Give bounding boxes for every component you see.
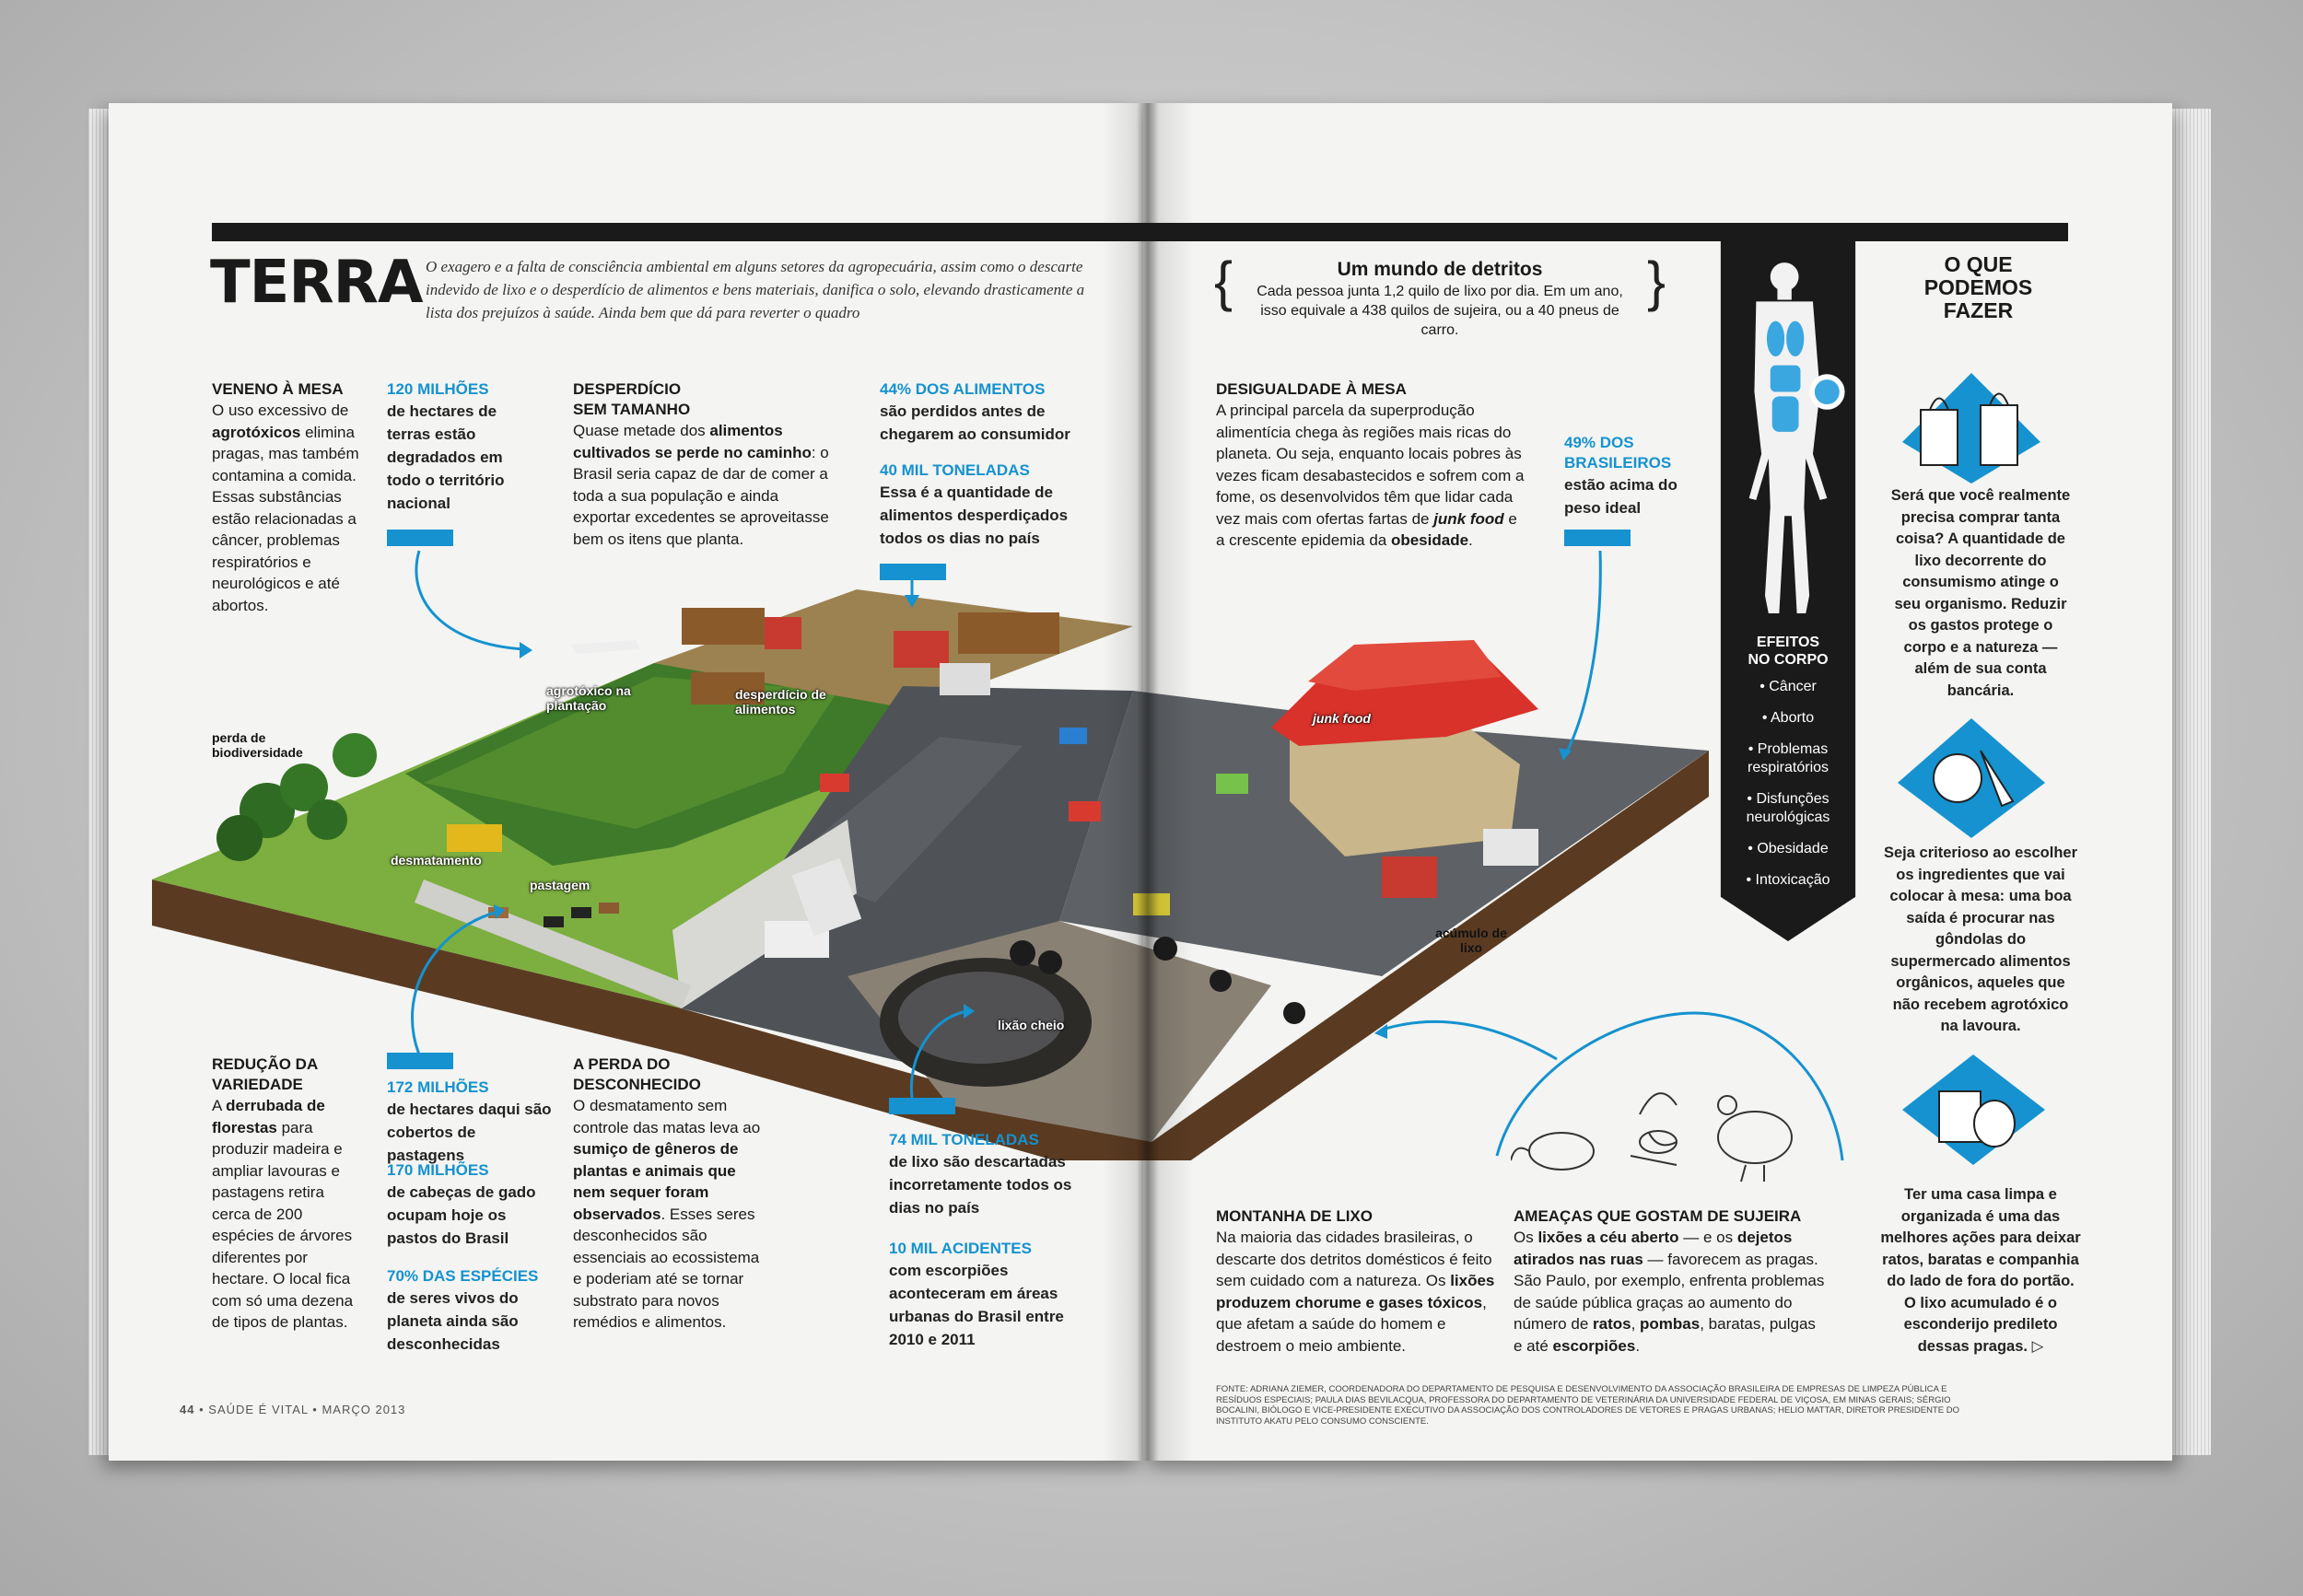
stat-172-label: 172 MILHÕES [387, 1078, 489, 1096]
source-credits: FONTE: ADRIANA ZIEMER, COORDENADORA DO DEPARTAMENTO DE PESQUISA E DESENVOLVIMENTO DA ASSOCIAÇÃO BRASILEIRA DE EMPRESAS DE LIMPEZA PÚBLICA E RESÍDUOS ESPECIAIS; PAULA DIAS BEVILACQUA, PROFESSORA DO DEPARTAMENTO DE VETERINÁRIA DA UNIVERSIDADE FEDERAL DE VIÇOSA, EM MINAS GERAIS; SÉRGIO BOCALINI, BIÓLOGO E VICE-PRESIDENTE EXECUTIVO DA ASSOCIAÇÃO DOS CONTROLADORES DE VETORES E PRAGAS URBANAS; HELIO MATTAR, DIRETOR PRESIDENTE DO INSTITUTO AKATU PELO CONSUMO CONSCIENTE. [1216, 1384, 1959, 1427]
perda-title-2: DESCONHECIDO [573, 1076, 701, 1093]
stat-49-label-1: 49% DOS [1564, 434, 1634, 451]
desigualdade-text: A principal parcela da superprodução alimentícia chega às regiões mais ricas do planeta. Ou seja, enquanto locais pobres às vezes ficam desabastecidos e sofrem com a fome, os desenvolvidos têm que lidar cada vez mais com ofertas fartas de junk food e a crescente epidemia da obesidade. [1216, 402, 1525, 549]
section-montanha [1216, 1206, 1497, 1357]
efeitos-list [1721, 634, 1855, 903]
spine-shadow [1102, 103, 1194, 1461]
stat-10-label: 10 MIL ACIDENTES [889, 1240, 1032, 1257]
stat-49-label-2: BRASILEIROS [1564, 454, 1672, 472]
label-desmatamento: desmatamento [391, 853, 482, 868]
stat-74-text: de lixo são descartadas incorretamente todos os dias no país [889, 1153, 1072, 1217]
label-desperdicio: desperdício de alimentos [735, 687, 826, 716]
mundo-text: Cada pessoa junta 1,2 quilo de lixo por dia. Em um ano, isso equivale a 438 quilos de sujeira, ou a 40 pneus de carro. [1257, 284, 1623, 338]
veneno-title: VENENO À MESA [212, 380, 344, 398]
perda-text: O desmatamento sem controle das matas leva ao sumiço de gêneros de plantas e animais que nem sequer foram observados. Esses seres desconhecidos são essenciais ao ecossistema e poderiam até se tornar substrato para novos remédios e alimentos. [573, 1097, 761, 1331]
blue-tag-49 [1564, 530, 1631, 546]
page-title: TERRA [210, 249, 423, 317]
rat-icon [1529, 1133, 1594, 1170]
reducao-text: A derrubada de florestas para produzir madeira e ampliar lavouras e pastagens retira cerca de 200 espécies de árvores diferentes por hectare. O local fica com só uma dezena de tipos de plantas. [212, 1097, 354, 1331]
stat-70-text: de seres vivos do planeta ainda são desconhecidas [387, 1289, 519, 1353]
efeito-item: • Intoxicação [1746, 872, 1830, 888]
efeito-item: • Obesidade [1748, 841, 1829, 856]
desigualdade-title: DESIGUALDADE À MESA [1216, 380, 1407, 398]
stat-40-label: 40 MIL TONELADAS [880, 461, 1030, 479]
brace-right: } [1646, 250, 1666, 312]
blue-tag-120 [387, 530, 453, 546]
montanha-title: MONTANHA DE LIXO [1216, 1207, 1373, 1225]
stat-10-text: com escorpiões aconteceram em áreas urbanas do Brasil entre 2010 e 2011 [889, 1262, 1064, 1348]
stat-172-text: de hectares daqui são cobertos de pastagens [387, 1101, 552, 1164]
section-veneno [212, 379, 359, 616]
efeito-item: • Problemas respiratórios [1747, 741, 1830, 775]
section-ameacas [1514, 1206, 1827, 1357]
desperdicio-text: Quase metade dos alimentos cultivados se perde no caminho: o Brasil seria capaz de dar de comer a toda a sua população e ainda exportar excedentes se aproveitasse bem os itens que planta. [573, 422, 829, 548]
blue-tag-44 [880, 564, 946, 580]
efeito-item: • Aborto [1761, 710, 1815, 726]
stat-70-label: 70% DAS ESPÉCIES [387, 1267, 539, 1285]
label-agrotoxico: agrotóxico na plantação [546, 683, 631, 713]
top-rule [212, 223, 2068, 241]
section-reducao [212, 1054, 364, 1334]
stat-40-text: Essa é a quantidade de alimentos desperdiçados todos os dias no país [880, 483, 1069, 547]
efeito-item: • Câncer [1759, 679, 1817, 694]
stat-44-text: são perdidos antes de chegarem ao consumidor [880, 402, 1070, 443]
tip-casa-limpa: Ter uma casa limpa e organizada é uma das melhores ações para deixar ratos, baratas e companhia do lado de fora do portão. O lixo acumulado é o esconderijo predileto dessas pragas. ▷ [1880, 1186, 2081, 1355]
stat-170-text: de cabeças de gado ocupam hoje os pastos do Brasil [387, 1183, 536, 1247]
brace-left: { [1214, 250, 1233, 312]
pigeon-icon [1718, 1112, 1792, 1163]
scorpion-icon [1631, 1093, 1677, 1165]
ameacas-title: AMEAÇAS QUE GOSTAM DE SUJEIRA [1514, 1207, 1802, 1225]
label-junk-food: junk food [1313, 711, 1371, 726]
vegetables-icon [1893, 714, 2050, 838]
veneno-text: O uso excessivo de agrotóxicos elimina pragas, mas também contamina a comida. Essas substâncias estão relacionadas a câncer, problemas respiratórios e neurológicos e até abortos. [212, 402, 359, 614]
stat-10 [889, 1239, 1092, 1351]
oque-title: O QUE PODEMOS FAZER [1923, 252, 2033, 322]
label-acumulo: acúmulo de lixo [1435, 926, 1507, 955]
tip-consumo: Será que você realmente precisa comprar tanta coisa? A quantidade de lixo decorrente do consumismo atinge o seu organismo. Reduzir os gastos protege o corpo e a natureza — além de sua conta bancária. [1890, 487, 2071, 699]
stat-49 [1564, 433, 1693, 519]
efeitos-items [1721, 678, 1855, 890]
section-perda [573, 1054, 766, 1334]
magazine-name: SAÚDE É VITAL [208, 1403, 309, 1416]
blue-tag-74 [889, 1098, 955, 1114]
label-perda-biodiversidade: perda de biodiversidade [212, 730, 303, 760]
stat-120-label: 120 MILHÕES [387, 380, 489, 398]
section-desigualdade [1216, 379, 1529, 552]
stat-44 [880, 379, 1092, 446]
stat-40 [880, 460, 1073, 550]
stat-74 [889, 1130, 1092, 1219]
section-o-que-fazer [1870, 253, 2077, 322]
section-desperdicio [573, 379, 840, 550]
label-pastagem: pastagem [530, 878, 590, 892]
stat-172 [387, 1078, 553, 1167]
page-number: 44 [180, 1403, 195, 1416]
desperdicio-title-1: DESPERDÍCIO [573, 380, 682, 398]
reducao-title-2: VARIEDADE [212, 1076, 303, 1093]
intro-text: O exagero e a falta de consciência ambiental em alguns setores da agropecuária, assim como o descarte indevido de lixo e o desperdício de alimentos e bens materiais, danifica o solo, elevando drasticamente a lista dos prejuízos à saúde. Ainda bem que dá para reverter o quadro [426, 258, 1085, 321]
stat-49-text: estão acima do peso ideal [1564, 476, 1678, 517]
reducao-title-1: REDUÇÃO DA [212, 1055, 319, 1073]
stat-70 [387, 1266, 544, 1356]
pests-illustration [1511, 1078, 1815, 1188]
efeito-item: • Disfunções neurológicas [1746, 791, 1830, 825]
page-footer: 44 • SAÚDE É VITAL • MARÇO 2013 [180, 1403, 406, 1416]
shopping-bags-icon [1893, 355, 2050, 483]
stat-120 [387, 379, 516, 515]
label-lixao: lixão cheio [998, 1018, 1065, 1032]
efeitos-title-1: EFEITOS [1756, 635, 1820, 650]
box-mundo-detritos [1214, 250, 1666, 340]
ameacas-text: Os lixões a céu aberto — e os dejetos atirados nas ruas — favorecem as pragas. São Paulo, por exemplo, enfrenta problemas de saúde pública graças ao aumento do número de ratos, pombas, baratas, pulgas e até escorpiões. [1514, 1229, 1825, 1355]
desperdicio-title-2: SEM TAMANHO [573, 401, 691, 418]
stat-170 [387, 1160, 544, 1250]
stat-120-text: de hectares de terras estão degradados em todo o território nacional [387, 402, 505, 512]
stat-170-label: 170 MILHÕES [387, 1161, 489, 1179]
stat-44-label: 44% DOS ALIMENTOS [880, 380, 1046, 398]
continue-arrow-icon: ▷ [2031, 1337, 2044, 1355]
efeitos-title-2: NO CORPO [1748, 652, 1829, 668]
trash-bags-icon [1898, 1050, 2050, 1170]
blue-tag-172 [387, 1053, 453, 1069]
stat-74-label: 74 MIL TONELADAS [889, 1131, 1039, 1148]
tip-ingredientes: Seja criterioso ao escolher os ingredientes que vai colocar à mesa: uma boa saída é procurar nas gôndolas do supermercado alimentos orgânicos, aqueles que não recebem agrotóxico na lavoura. [1884, 845, 2078, 1034]
issue-date: MARÇO 2013 [321, 1403, 406, 1416]
perda-title-1: A PERDA DO [573, 1055, 671, 1073]
montanha-text: Na maioria das cidades brasileiras, o descarte dos detritos domésticos é feito sem cuidado com a natureza. Os lixões produzem chorume e gases tóxicos, que afetam a saúde do homem e destroem o meio ambiente. [1216, 1229, 1495, 1355]
mundo-title: Um mundo de detritos [1337, 259, 1543, 280]
